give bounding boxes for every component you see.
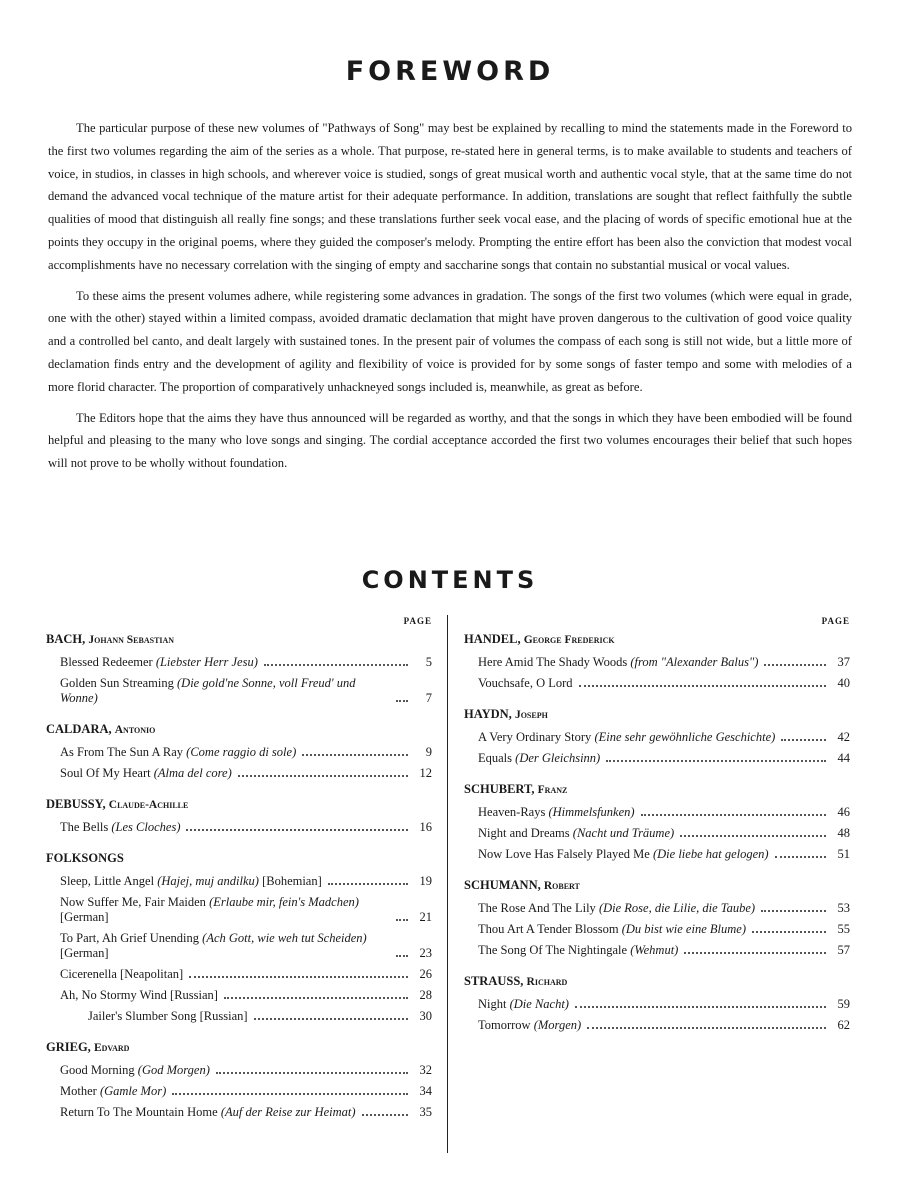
composer-heading <box>46 797 432 815</box>
song-original-title: (Wehmut) <box>630 943 679 957</box>
composer-forename: Franz <box>537 784 568 796</box>
foreword-paragraph: The particular purpose of these new volumes of "Pathways of Song" may best be explained by recalling to mind the statements made in the Foreword to the first two volumes regarding the aim of the series as a whole. That purpose, re-stated here in general terms, is to make available to students and teachers of voice, in studios, in classes in high schools, and wherever voice is studied, songs of great musical worth and authentic vocal style, that at the same time do not demand the advanced vocal technique of the mature artist for their adequate performance. In addition, translations are sought that reflect faithfully the subtle qualities of mood that distinguish all really fine songs; and these translations further seek vocal ease, and the placing of words of specific emotional hue at the points they occupy in the original poems, where they guided the composer's melody. Prompting the entire effort has been also the conviction that modest vocal accomplishments have no necessary correlation with the singing of empty and saccharine songs that contain no substantial musical or vocal values. <box>48 121 852 272</box>
song-original-title: (Morgen) <box>533 1018 582 1032</box>
dot-leader <box>680 835 826 837</box>
song-title: Night (Die Nacht) <box>478 997 569 1011</box>
song-original-title: (Eine sehr gewöhnliche Geschichte) <box>594 730 776 744</box>
dot-leader <box>579 685 826 687</box>
composer-surname: GRIEG, <box>46 1040 91 1054</box>
contents-entry <box>464 943 850 958</box>
contents-column-right <box>464 616 850 1039</box>
contents-entry <box>464 676 850 691</box>
composer-surname: CALDARA, <box>46 722 112 736</box>
composer-surname: HAYDN, <box>464 707 512 721</box>
song-original-title: (Gamle Mor) <box>99 1084 167 1098</box>
page-number: 7 <box>425 691 432 705</box>
dot-leader <box>254 1018 408 1020</box>
dot-leader <box>362 1114 408 1116</box>
page-number: 12 <box>419 766 432 780</box>
dot-leader <box>238 775 408 777</box>
page-number: 32 <box>419 1063 432 1077</box>
composer-forename: Johann Sebastian <box>88 634 175 646</box>
song-title: Jailer's Slumber Song [Russian] <box>88 1009 248 1023</box>
song-original-title: (Hajej, muj andilku) <box>157 874 259 888</box>
contents-entry <box>46 1009 432 1024</box>
song-original-title: (Die liebe hat gelogen) <box>652 847 769 861</box>
song-title: Thou Art A Tender Blossom (Du bist wie eine Blume) <box>478 922 746 936</box>
composer-heading <box>464 632 850 650</box>
dot-leader <box>752 931 826 933</box>
dot-leader <box>587 1027 826 1029</box>
dot-leader <box>172 1093 408 1095</box>
foreword-title: FOREWORD <box>345 56 555 87</box>
song-origin: [Russian] <box>170 988 218 1002</box>
song-title: Return To The Mountain Home (Auf der Reise zur Heimat) <box>60 1105 356 1119</box>
page-number: 34 <box>419 1084 432 1098</box>
page-number: 48 <box>837 826 850 840</box>
song-title: As From The Sun A Ray (Come raggio di sole) <box>60 745 297 759</box>
contents-entry <box>46 967 432 982</box>
song-title: A Very Ordinary Story (Eine sehr gewöhnliche Geschichte) <box>478 730 776 744</box>
composer-heading <box>46 1040 432 1058</box>
contents-entry <box>464 805 850 820</box>
song-title: To Part, Ah Grief Unending (Ach Gott, wie weh tut Scheiden) [German] <box>60 931 367 960</box>
song-origin: [Russian] <box>199 1009 248 1023</box>
contents-entry <box>46 1063 432 1078</box>
dot-leader <box>396 955 408 957</box>
dot-leader <box>575 1006 826 1008</box>
song-original-title: (Liebster Herr Jesu) <box>155 655 258 669</box>
composer-surname: DEBUSSY, <box>46 797 106 811</box>
composer-heading <box>46 632 432 650</box>
dot-leader <box>224 997 408 999</box>
composer-forename: Claude-Achille <box>108 799 189 811</box>
song-origin: [Neapolitan] <box>120 967 184 981</box>
contents-entry <box>46 766 432 781</box>
page-number: 59 <box>837 997 850 1011</box>
song-title: Tomorrow (Morgen) <box>478 1018 582 1032</box>
page-number: 30 <box>419 1009 432 1023</box>
song-original-title: (Les Cloches) <box>111 820 181 834</box>
composer-surname: HANDEL, <box>464 632 521 646</box>
song-title: Vouchsafe, O Lord <box>478 676 573 690</box>
song-title: Here Amid The Shady Woods (from "Alexander Balus") <box>478 655 759 669</box>
song-title: Mother (Gamle Mor) <box>60 1084 167 1098</box>
composer-surname: SCHUBERT, <box>464 782 535 796</box>
contents-entry <box>464 751 850 766</box>
composer-heading <box>464 974 850 992</box>
composer-forename: George Frederick <box>523 634 615 646</box>
song-title: Heaven-Rays (Himmelsfunken) <box>478 805 635 819</box>
dot-leader <box>189 976 408 978</box>
page-number: 28 <box>419 988 432 1002</box>
song-origin: [German] <box>60 910 109 924</box>
page-number: 57 <box>837 943 850 957</box>
song-title: Soul Of My Heart (Alma del core) <box>60 766 232 780</box>
contents-entry <box>46 655 432 670</box>
dot-leader <box>606 760 826 762</box>
page-number: 26 <box>419 967 432 981</box>
page-number: 44 <box>837 751 850 765</box>
dot-leader <box>684 952 826 954</box>
contents-entry <box>46 745 432 760</box>
page-number: 37 <box>837 655 850 669</box>
page-column-label: PAGE <box>821 616 850 626</box>
dot-leader <box>396 919 408 921</box>
song-original-title: (Ach Gott, wie weh tut Scheiden) <box>202 931 367 945</box>
column-divider <box>447 615 448 1153</box>
song-original-title: (Der Gleichsinn) <box>515 751 601 765</box>
song-original-title: (Himmelsfunken) <box>548 805 635 819</box>
song-title: Good Morning (God Morgen) <box>60 1063 210 1077</box>
dot-leader <box>186 829 408 831</box>
contents-entry <box>46 874 432 889</box>
page-number: 16 <box>419 820 432 834</box>
song-original-title: (Alma del core) <box>153 766 232 780</box>
song-original-title: (Die Nacht) <box>509 997 569 1011</box>
contents-entry <box>46 676 432 706</box>
dot-leader <box>775 856 826 858</box>
dot-leader <box>764 664 826 666</box>
page-number: 5 <box>425 655 432 669</box>
contents-title: CONTENTS <box>361 566 539 594</box>
contents-entry <box>464 730 850 745</box>
page-number: 53 <box>837 901 850 915</box>
dot-leader <box>216 1072 408 1074</box>
composer-heading <box>46 722 432 740</box>
contents-entry <box>46 1105 432 1120</box>
song-original-title: (Come raggio di sole) <box>186 745 297 759</box>
page-number: 21 <box>419 910 432 924</box>
song-title: Now Suffer Me, Fair Maiden (Erlaube mir, fein's Madchen) [German] <box>60 895 359 924</box>
contents-entry <box>464 826 850 841</box>
composer-forename: Edvard <box>93 1042 130 1054</box>
composer-heading <box>464 707 850 725</box>
composer-surname: FOLKSONGS <box>46 851 124 865</box>
song-title: Blessed Redeemer (Liebster Herr Jesu) <box>60 655 258 669</box>
composer-forename: Robert <box>543 880 580 892</box>
contents-entry <box>46 895 432 925</box>
song-original-title: (Du bist wie eine Blume) <box>621 922 746 936</box>
page-number: 40 <box>837 676 850 690</box>
song-original-title: (Nacht und Träume) <box>572 826 675 840</box>
composer-heading <box>46 851 432 869</box>
page-number: 55 <box>837 922 850 936</box>
page-column-label: PAGE <box>403 616 432 626</box>
page-number: 46 <box>837 805 850 819</box>
page-number: 19 <box>419 874 432 888</box>
song-title: The Song Of The Nightingale (Wehmut) <box>478 943 679 957</box>
song-original-title: (Auf der Reise zur Heimat) <box>220 1105 356 1119</box>
contents-entry <box>464 847 850 862</box>
contents-entry <box>464 655 850 670</box>
composer-forename: Antonio <box>114 724 156 736</box>
song-title: Now Love Has Falsely Played Me (Die liebe hat gelogen) <box>478 847 769 861</box>
dot-leader <box>761 910 826 912</box>
song-title: Night and Dreams (Nacht und Träume) <box>478 826 675 840</box>
foreword-paragraph: To these aims the present volumes adhere, while registering some advances in gradation. The songs of the first two volumes (which were equal in grade, one with the other) stayed within a limited compass, avoided dramatic declamation that might have proven dangerous to the cultivation of good voice quality and a controlled bel canto, and dealt largely with sustained tones. In the present pair of volumes the compass of each song is still not wide, but a little more of declamation finds entry and the development of agility and flexibility of voice is provided for by some songs of faster tempo and some with melodies of a more florid character. The proportion of comparatively unhackneyed songs included is, meanwhile, as great as before. <box>48 288 852 394</box>
song-original-title: (God Morgen) <box>137 1063 210 1077</box>
contents-entry <box>464 997 850 1012</box>
contents-entry <box>46 988 432 1003</box>
page-number: 9 <box>425 745 432 759</box>
composer-surname: SCHUMANN, <box>464 878 541 892</box>
contents-entry <box>46 820 432 835</box>
contents-entry <box>464 901 850 916</box>
page-number: 35 <box>419 1105 432 1119</box>
song-origin: [German] <box>60 946 109 960</box>
page-number: 62 <box>837 1018 850 1032</box>
song-title: Equals (Der Gleichsinn) <box>478 751 601 765</box>
song-original-title: (Die gold'ne Sonne, voll Freud' und Wonne) <box>60 676 356 705</box>
song-original-title: (from "Alexander Balus") <box>630 655 759 669</box>
foreword-body <box>48 117 852 483</box>
dot-leader <box>641 814 826 816</box>
dot-leader <box>302 754 408 756</box>
contents-entry <box>46 1084 432 1099</box>
song-original-title: (Erlaube mir, fein's Madchen) <box>209 895 359 909</box>
song-title: The Bells (Les Cloches) <box>60 820 181 834</box>
page-number: 23 <box>419 946 432 960</box>
dot-leader <box>396 700 408 702</box>
song-title: The Rose And The Lily (Die Rose, die Lilie, die Taube) <box>478 901 756 915</box>
song-title: Sleep, Little Angel (Hajej, muj andilku) [Bohemian] <box>60 874 322 888</box>
composer-forename: Richard <box>526 976 568 988</box>
song-title: Ah, No Stormy Wind [Russian] <box>60 988 218 1002</box>
page-number: 51 <box>837 847 850 861</box>
song-origin: [Bohemian] <box>262 874 322 888</box>
composer-forename: Joseph <box>514 709 548 721</box>
composer-surname: BACH, <box>46 632 86 646</box>
contents-entry <box>464 922 850 937</box>
foreword-paragraph: The Editors hope that the aims they have thus announced will be regarded as worthy, and that the songs in which they have been embodied will be found helpful and pleasing to the many who love songs and singing. The cordial acceptance accorded the first two volumes encourages their belief that such hopes will not prove to be wholly without foundation. <box>48 410 852 471</box>
composer-surname: STRAUSS, <box>464 974 524 988</box>
dot-leader <box>781 739 826 741</box>
song-title: Cicerenella [Neapolitan] <box>60 967 184 981</box>
song-title: Golden Sun Streaming (Die gold'ne Sonne, voll Freud' und Wonne) <box>60 676 356 705</box>
contents-column-left <box>46 616 432 1126</box>
contents-entry <box>46 931 432 961</box>
page-number: 42 <box>837 730 850 744</box>
contents-entry <box>464 1018 850 1033</box>
composer-heading <box>464 782 850 800</box>
dot-leader <box>328 883 408 885</box>
song-original-title: (Die Rose, die Lilie, die Taube) <box>598 901 756 915</box>
dot-leader <box>264 664 408 666</box>
composer-heading <box>464 878 850 896</box>
